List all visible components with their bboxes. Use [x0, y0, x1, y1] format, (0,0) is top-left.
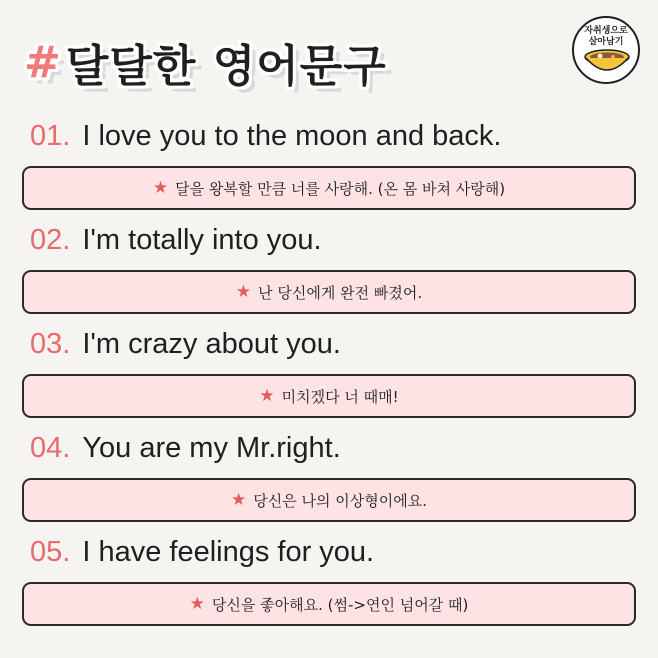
title-hash: # — [24, 36, 62, 88]
translation-box-3 — [22, 374, 636, 418]
phrase-number: 02. — [30, 224, 71, 256]
phrase-number: 03. — [30, 328, 71, 360]
phrase-korean: 당신을 좋아해요. (썸->연인 넘어갈 때) — [211, 595, 469, 614]
phrase-title-3 — [30, 328, 341, 361]
phrase-number: 01. — [30, 120, 71, 152]
translation-box-2 — [22, 270, 636, 314]
phrase-title-2 — [30, 224, 322, 257]
phrase-korean: 미치겠다 너 때매! — [281, 387, 399, 406]
star-icon: ★ — [235, 281, 252, 302]
phrase-korean: 당신은 나의 이상형이에요. — [253, 491, 427, 510]
phrase-korean: 달을 왕복할 만큼 너를 사랑해. (온 몸 바쳐 사랑해) — [175, 179, 506, 198]
translation-box-5 — [22, 582, 636, 626]
star-icon: ★ — [189, 593, 205, 614]
phrase-title-5 — [30, 536, 374, 569]
phrase-title-4 — [30, 432, 341, 465]
translation-box-4 — [22, 478, 636, 522]
phrase-number: 05. — [30, 536, 71, 568]
logo — [572, 16, 640, 84]
phrase-number: 04. — [30, 432, 71, 464]
phrase-english: I'm totally into you. — [82, 224, 322, 256]
translation-box-1 — [22, 166, 636, 210]
logo-line-1: 자취생으로 — [584, 26, 628, 36]
title-text: 달달한 영어문구 — [65, 41, 387, 92]
phrase-english: You are my Mr.right. — [82, 432, 341, 464]
phrase-korean: 난 당신에게 완전 빠졌어. — [258, 283, 423, 302]
star-icon: ★ — [152, 177, 169, 198]
phrase-english: I'm crazy about you. — [82, 328, 341, 360]
logo-text — [574, 26, 638, 48]
page-title — [24, 22, 387, 102]
ramen-bowl-icon — [583, 48, 631, 80]
logo-line-2: 살아남기 — [588, 37, 624, 47]
phrase-english: I have feelings for you. — [82, 536, 375, 568]
phrase-title-1 — [30, 120, 501, 153]
phrase-english: I love you to the moon and back. — [82, 120, 502, 152]
star-icon: ★ — [231, 489, 247, 510]
star-icon: ★ — [259, 385, 275, 406]
